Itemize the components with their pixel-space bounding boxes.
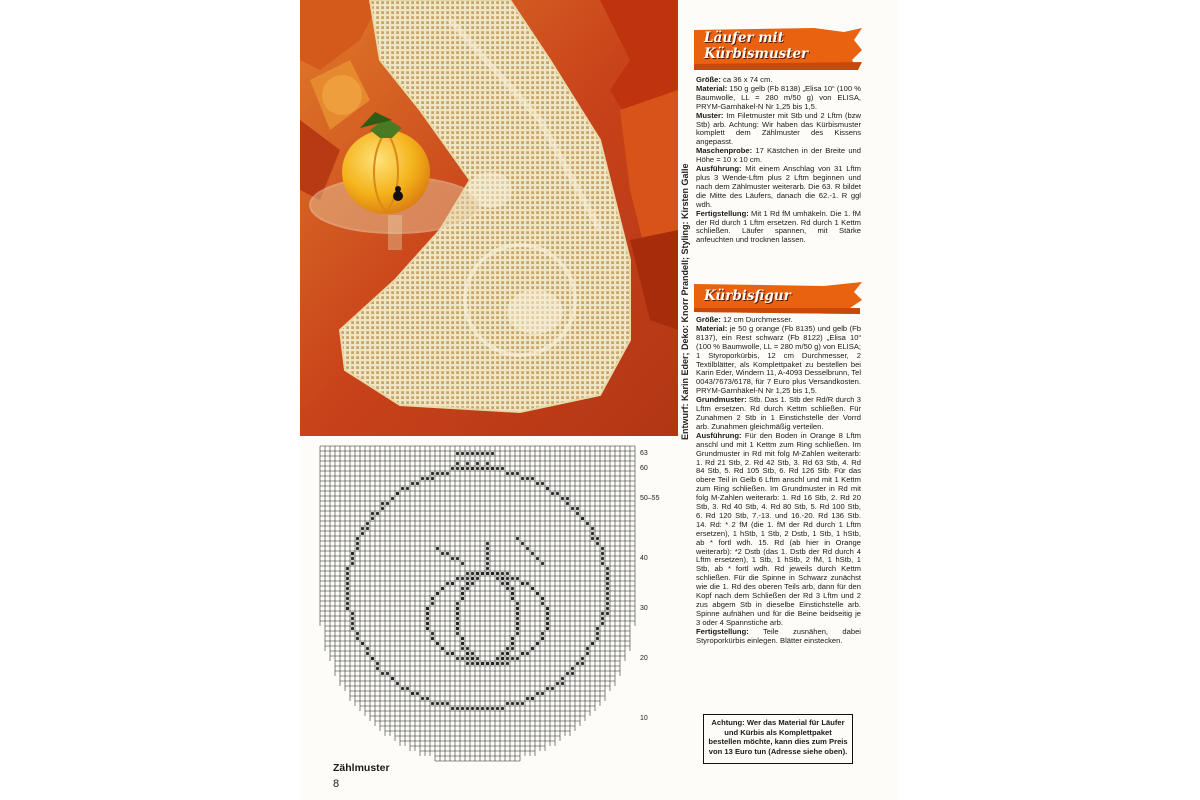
runner-title [704,30,808,62]
chart-label: Zählmuster [333,762,390,774]
runner-instructions [696,76,861,245]
magazine-page [300,0,898,800]
chart-row-number: 60 [640,465,648,472]
pumpkin-title-banner [694,282,862,314]
runner-material: Material: 150 g gelb (Fb 8138) „Elisa 10“ (100 % Baumwolle, LL = 280 m/50 g) von ELISA, PRYM-Garnhäkel-N Nr 1,25 bis 1,5. [696,83,861,111]
runner-title-line1: Läufer mit [704,30,784,46]
page-number: 8 [333,778,340,790]
pumpkin-execution: Ausführung: Für den Boden in Orange 8 Lftm anschl und mit 1 Kettm zum Ring schließen. Im Grundmuster in Rd mit folg M-Zahlen weiterarb: 1. Rd 21 Stb, 2. Rd 42 Stb, 3. Rd 63 Stb, 4. Rd 84 Stb, 5. Rd 105 Stb, 6. Rd 126 Stb. Für das obere Teil in Gelb 6 Lftm anschl und mit 1 Kettm zum Ring schließen. Im Grundmuster in Rd mit folg M-Zahlen weiterarb: 1. Rd 16 Stb, 2. Rd 20 Stb, 3. Rd 40 Stb, 4. Rd 80 Stb, 5. Rd 100 Stb, 6. Rd 120 Stb, 7.-13. und 16.-20. Rd 136 Stb. 14. Rd: * 2 fM (die 1. fM der Rd durch 1 Lftm ersetzen), 1 hStb, 1 Stb, 2 Dstb, 1 Stb, 1 hStb, ab * fortl wdh. 15. Rd (ab hier in Orange weiterarb): *2 Dstb (das 1. Dstb der Rd durch 4 Lftm ersetzen), 1 Stb, 1 hStb, 2 fM, 1 hStb, 1 Stb, ab * fortl wdh. Rd jeweils durch Kettm schließen. Für die Spinne in Schwarz zunächst wie die 1. Rd des oberen Teils arb, dann für den Kopf nach dem Schließen der Rd 3 Lftm und 2 zus abgem Stb in dieselbe Einstichstelle arb. Spinne aufnähen und für die Beine beidseitig je 3 oder 4 Spannstiche arb. [696,430,861,627]
chart-row-number: 50–55 [640,495,660,502]
runner-size: Größe: ca 36 x 74 cm. [696,75,773,84]
pumpkin-basic-pattern: Grundmuster: Stb. Das 1. Stb der Rd/R durch 3 Lftm ersetzen. Rd durch Kettm schließen. Für Zunahmen 2 Stb in 1 Einstichstelle der Vorrd arb. Zunahmen gleichmäßig verteilen. [696,395,861,431]
chart-row-number: 10 [640,715,648,722]
chart-row-number: 63 [640,450,648,457]
pumpkin-size: Größe: 12 cm Durchmesser. [696,315,793,324]
chart-row-number: 30 [640,605,648,612]
order-note-box [703,714,853,764]
pumpkin-finishing: Fertigstellung: Teile zusnähen, dabei Styroporkürbis einlegen. Blätter einstecken. [696,626,861,645]
runner-title-line2: Kürbismuster [704,46,809,62]
runner-pattern: Muster: Im Filetmuster mit Stb und 2 Lftm (bzw Stb) arb. Achtung: Wir haben das Kürbismuster komplett dem Zählmuster des Kissens angepasst. [696,110,861,147]
chart-row-number: 40 [640,555,648,562]
filet-counting-chart [316,444,686,764]
runner-finishing: Fertigstellung: Mit 1 Rd fM umhäkeln. Die 1. fM der Rd durch 1 Lftm ersetzen. Rd durch 1 Kettm schließen. Läufer spannen, mit Stärke anfeuchten und trocknen lassen. [696,208,861,245]
credit-text: Entwurf: Karin Eder; Deko: Knorr Prandell; Styling: Kirsten Galle [680,163,690,440]
pumpkin-title: Kürbisfigur [704,288,791,304]
order-note-text: Achtung: Wer das Material für Läufer und Kürbis als Komplettpaket bestellen möchte, kann dies zum Preis von 13 Euro tun (Adresse siehe oben). [708,718,848,756]
pumpkin-instructions [696,316,861,646]
runner-execution: Ausführung: Mit einem Anschlag von 31 Lftm plus 3 Wende-Lftm plus 2 Lftm beginnen und nach dem Zählmuster weiterarb. Die 63. R bildet die Mitte des Läufers, danach die 62.-1. R ggl wdh. [696,164,861,209]
chart-row-number: 20 [640,655,648,662]
crochet-runner-photo [300,0,678,436]
runner-title-banner [694,26,862,72]
runner-gauge: Maschenprobe: 17 Kästchen in der Breite und Höhe = 10 x 10 cm. [696,146,861,165]
pumpkin-material: Material: je 50 g orange (Fb 8135) und gelb (Fb 8137), ein Rest schwarz (Fb 8122) „Elisa 10“ (100 % Baumwolle, LL = 280 m/50 g) von ELISA; 1 Styroporkürbis, 12 cm Durchmesser, 2 Textilblätter, als Komplettpaket zu bestellen bei Karin Eder, Windern 11, A-4093 Desselbrunn, Tel 0043/7673/6178, für 7 Euro plus Versandkosten. PRYM-Garnhäkel-N Nr 1,25 bis 1,5. [696,323,861,396]
